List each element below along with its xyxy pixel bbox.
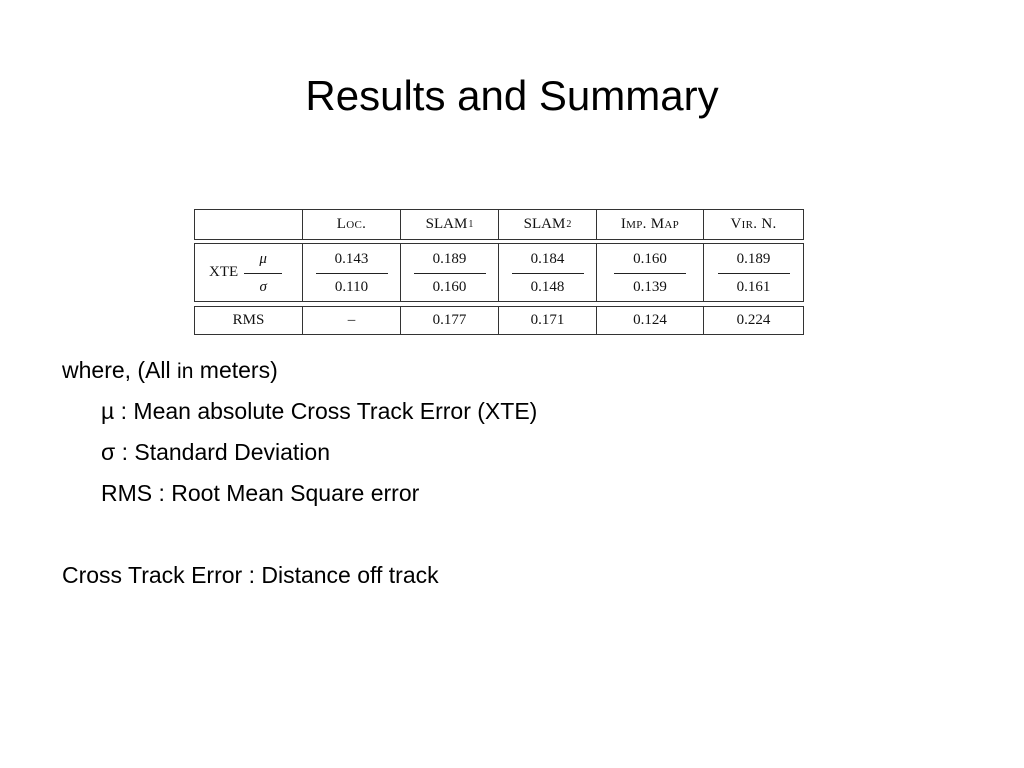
cross-track-error-definition: Cross Track Error : Distance off track [62,562,439,588]
mu-definition: µ : Mean absolute Cross Track Error (XTE) [101,398,538,424]
notes-block [62,354,537,600]
xte-fraction [718,248,790,298]
table-row-rms [194,306,804,335]
results-table [194,209,804,335]
xte-mu-value: 0.189 [432,250,467,267]
rms-value-loc: – [303,307,401,334]
sigma-definition: σ : Standard Deviation [101,439,330,465]
where-suffix: meters) [193,357,278,383]
header-slam1 [401,210,499,239]
header-slam1-base: SLAM [425,216,468,232]
fraction-bar [244,273,282,274]
rms-value-slam2: 0.171 [499,307,597,334]
xte-fraction [512,248,584,298]
xte-mu-value: 0.160 [633,250,667,267]
header-blank-cell [195,210,303,239]
sigma-symbol: σ [259,278,267,295]
fraction-bar [512,273,584,274]
where-prefix: where, (All [62,357,178,383]
rms-value-slam1: 0.177 [401,307,499,334]
header-slam2-subscript: 2 [566,219,572,230]
xte-mu-value: 0.189 [736,250,771,267]
table-header-row [194,209,804,240]
header-imp-map: Imp. Map [597,210,704,239]
mu-over-sigma-fraction [244,248,282,298]
fraction-bar [316,273,388,274]
xte-cell-imp-map [597,244,704,301]
xte-mu-value: 0.143 [334,250,369,267]
xte-label-cell [195,244,303,301]
xte-sigma-value: 0.161 [736,278,771,295]
rms-definition: RMS : Root Mean Square error [101,480,420,506]
rms-label: RMS [195,307,303,334]
slide-title: Results and Summary [305,72,719,119]
xte-cell-vir-n [704,244,803,301]
table-row-xte [194,243,804,302]
xte-sigma-value: 0.148 [530,278,565,295]
header-slam2-base: SLAM [523,216,566,232]
xte-sigma-value: 0.110 [334,278,369,295]
xte-sigma-value: 0.139 [633,278,667,295]
header-slam1-subscript: 1 [468,219,474,230]
rms-value-imp-map: 0.124 [597,307,704,334]
fraction-bar [614,273,686,274]
where-line [62,354,537,395]
xte-fraction [614,248,686,298]
xte-cell-loc [303,244,401,301]
rms-value-vir-n: 0.224 [736,312,771,328]
xte-cell-slam2 [499,244,597,301]
xte-fraction [316,248,388,298]
xte-mu-value: 0.184 [530,250,565,267]
fraction-bar [718,273,790,274]
header-slam2 [499,210,597,239]
xte-sigma-value: 0.160 [432,278,467,295]
header-loc: Loc. [303,210,401,239]
header-vir-n: Vir. N. [730,216,777,232]
mu-symbol: μ [259,250,267,267]
fraction-bar [414,273,486,274]
where-in: in [177,360,194,383]
xte-label: XTE [209,264,239,280]
xte-fraction [414,248,486,298]
xte-cell-slam1 [401,244,499,301]
